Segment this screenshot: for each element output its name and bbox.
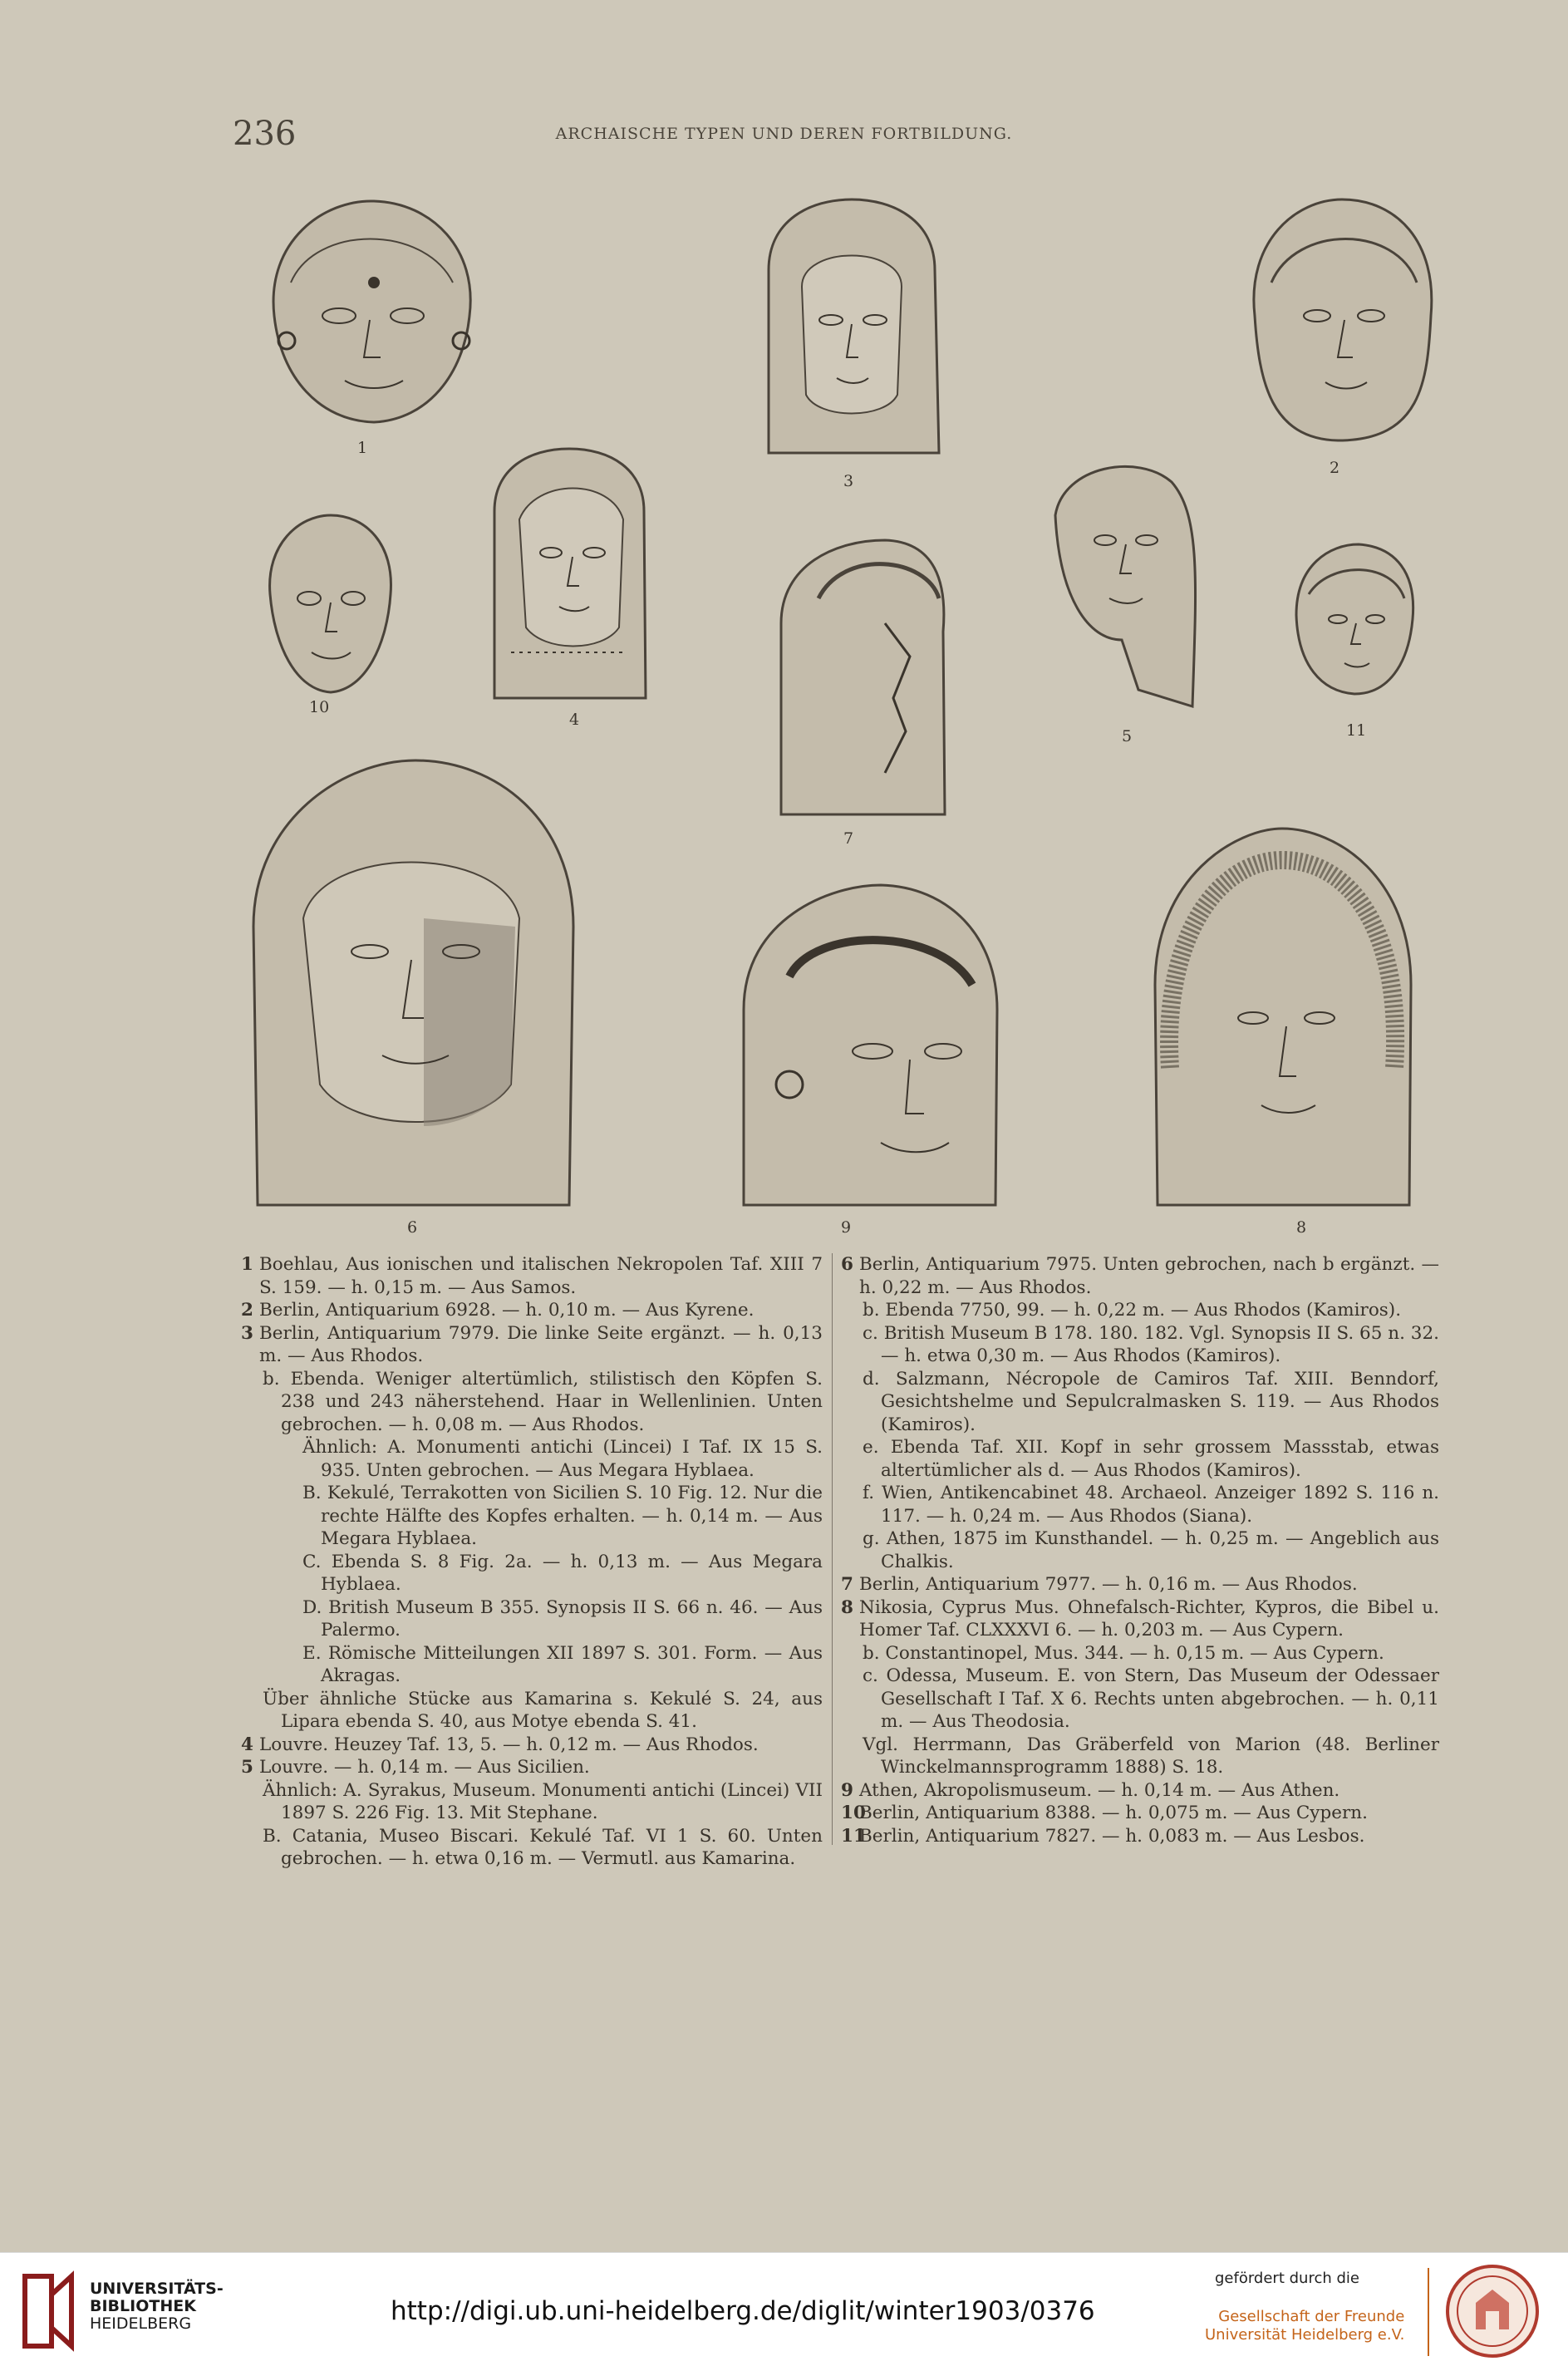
caption-subentry: e. Ebenda Taf. XII. Kopf in sehr grossem Massstab, etwas altertümlicher als d. — Aus Rhodos (Kamiros). [863, 1437, 1439, 1481]
figure-11-number: 11 [1346, 721, 1367, 740]
caption-comparison: Ähnlich: A. Syrakus, Museum. Monumenti antichi (Lincei) VII 1897 S. 226 Fig. 13. Mit Stephane. [263, 1779, 823, 1823]
figure-2-number: 2 [1330, 459, 1340, 477]
caption-comparison: B. Catania, Museo Biscari. Kekulé Taf. VI 1 S. 60. Unten gebrochen. — h. etwa 0,16 m. — Vermutl. aus Kamarina. [263, 1825, 823, 1869]
figure-5-number: 5 [1122, 727, 1133, 745]
caption-subentry: d. Salzmann, Nécropole de Camiros Taf. XIII. Benndorf, Gesichtshelme und Sepulcralmasken S. 119. — Aus Rhodos (Kamiros). [863, 1368, 1439, 1435]
figure-8-number: 8 [1296, 1218, 1307, 1237]
figure-9-number: 9 [841, 1218, 852, 1237]
page-number: 236 [233, 115, 297, 153]
caption-column-left [241, 1253, 823, 1871]
footer-divider [1428, 2268, 1429, 2356]
caption-subentry: b. Ebenda 7750, 99. — h. 0,22 m. — Aus Rhodos (Kamiros). [863, 1300, 1402, 1321]
caption-subentry: b. Constantinopel, Mus. 344. — h. 0,15 m. — Aus Cypern. [863, 1642, 1384, 1664]
figure-11-illustration [1288, 540, 1421, 698]
caption-note: Vgl. Herrmann, Das Gräberfeld von Marion (48. Berliner Winckelmannsprogramm 1888) S. 18. [863, 1734, 1439, 1778]
caption-note: Über ähnliche Stücke aus Kamarina s. Kekulé S. 24, aus Lipara ebenda S. 40, aus Motye ebenda S. 41. [263, 1688, 823, 1732]
running-head: ARCHAISCHE TYPEN UND DEREN FORTBILDUNG. [555, 125, 1013, 143]
figure-4-illustration [486, 445, 652, 702]
figure-7-illustration [769, 532, 956, 819]
figure-6-illustration [245, 752, 582, 1213]
terracotta-head-drawing [249, 191, 490, 432]
caption-entry: 5 Louvre. — h. 0,14 m. — Aus Sicilien. [241, 1757, 590, 1778]
library-name[interactable]: UNIVERSITÄTS- BIBLIOTHEK HEIDELBERG [90, 2280, 224, 2333]
column-divider [832, 1253, 833, 1845]
caption-subentry: c. Odessa, Museum. E. von Stern, Das Museum der Odessaer Gesellschaft I Taf. X 6. Rechts unten abgebrochen. — h. 0,11 m. — Aus Theodosia. [863, 1665, 1439, 1732]
figure-10-number: 10 [309, 698, 330, 716]
permalink-url[interactable]: http://digi.ub.uni-heidelberg.de/diglit/winter1903/0376 [391, 2296, 1095, 2326]
caption-entry: 6 Berlin, Antiquarium 7975. Unten gebrochen, nach b ergänzt. — h. 0,22 m. — Aus Rhodos. [841, 1254, 1439, 1298]
caption-comparison: C. Ebenda S. 8 Fig. 2a. — h. 0,13 m. — Aus Megara Hyblaea. [302, 1551, 823, 1595]
caption-entry: 3 Berlin, Antiquarium 7979. Die linke Seite ergänzt. — h. 0,13 m. — Aus Rhodos. [241, 1322, 823, 1366]
caption-subentry: f. Wien, Antikencabinet 48. Archaeol. Anzeiger 1892 S. 116 n. 117. — h. 0,24 m. — Aus Rhodos (Siana). [863, 1483, 1439, 1527]
caption-entry: 4 Louvre. Heuzey Taf. 13, 5. — h. 0,12 m. — Aus Rhodos. [241, 1734, 759, 1755]
figure-6-number: 6 [407, 1218, 418, 1237]
caption-subentry: c. British Museum B 178. 180. 182. Vgl. Synopsis II S. 65 n. 32. — h. etwa 0,30 m. — Aus Rhodos (Kamiros). [863, 1322, 1439, 1366]
figure-2-illustration [1238, 191, 1446, 449]
figure-7-number: 7 [843, 829, 854, 848]
figure-1-illustration [249, 191, 490, 432]
caption-entry: 9 Athen, Akropolismuseum. — h. 0,14 m. — Aus Athen. [841, 1779, 1340, 1801]
funded-by-label: gefördert durch die [1215, 2270, 1359, 2287]
figure-9-illustration [731, 877, 1005, 1209]
caption-entry: 2 Berlin, Antiquarium 6928. — h. 0,10 m. — Aus Kyrene. [241, 1300, 755, 1321]
caption-column-right [841, 1253, 1439, 1847]
figure-1-number: 1 [357, 439, 368, 457]
caption-subentry: b. Ebenda. Weniger altertümlich, stilistisch den Köpfen S. 238 und 243 näherstehend. Haar in Wellenlinien. Unten gebrochen. — h. 0,08 m. — Aus Rhodos. [263, 1368, 823, 1435]
caption-entry: 1 Boehlau, Aus ionischen und italischen Nekropolen Taf. XIII 7 S. 159. — h. 0,15 m. — Aus Samos. [241, 1254, 823, 1298]
figure-8-illustration [1145, 819, 1419, 1209]
library-logo-icon[interactable] [18, 2270, 78, 2353]
digitization-footer [0, 2252, 1568, 2366]
figure-10-illustration [258, 511, 403, 698]
figure-3-illustration [752, 195, 951, 461]
caption-entry: 10Berlin, Antiquarium 8388. — h. 0,075 m. — Aus Cypern. [841, 1803, 1368, 1823]
figure-3-number: 3 [843, 472, 854, 490]
caption-comparison: E. Römische Mitteilungen XII 1897 S. 301. Form. — Aus Akragas. [302, 1642, 823, 1686]
caption-comparison: B. Kekulé, Terrakotten von Sicilien S. 10 Fig. 12. Nur die rechte Hälfte des Kopfes erhalten. — h. 0,14 m. — Aus Megara Hyblaea. [302, 1483, 823, 1549]
figure-5-illustration [1039, 449, 1205, 715]
caption-entry: 8 Nikosia, Cyprus Mus. Ohnefalsch-Richter, Kypros, die Bibel u. Homer Taf. CLXXXVI 6. — h. 0,203 m. — Aus Cypern. [841, 1596, 1439, 1640]
caption-comparison: Ähnlich: A. Monumenti antichi (Lincei) I Taf. IX 15 S. 935. Unten gebrochen. — Aus Megara Hyblaea. [302, 1437, 823, 1481]
caption-comparison: D. British Museum B 355. Synopsis II S. 66 n. 46. — Aus Palermo. [302, 1596, 823, 1640]
caption-subentry: g. Athen, 1875 im Kunsthandel. — h. 0,25 m. — Angeblich aus Chalkis. [863, 1528, 1439, 1572]
university-seal-icon[interactable] [1444, 2263, 1541, 2359]
caption-entry: 11Berlin, Antiquarium 7827. — h. 0,083 m. — Aus Lesbos. [841, 1825, 1365, 1847]
society-name[interactable]: Gesellschaft der Freunde Universität Heidelberg e.V. [1205, 2308, 1405, 2344]
figure-4-number: 4 [569, 711, 580, 729]
caption-entry: 7 Berlin, Antiquarium 7977. — h. 0,16 m. — Aus Rhodos. [841, 1574, 1358, 1595]
